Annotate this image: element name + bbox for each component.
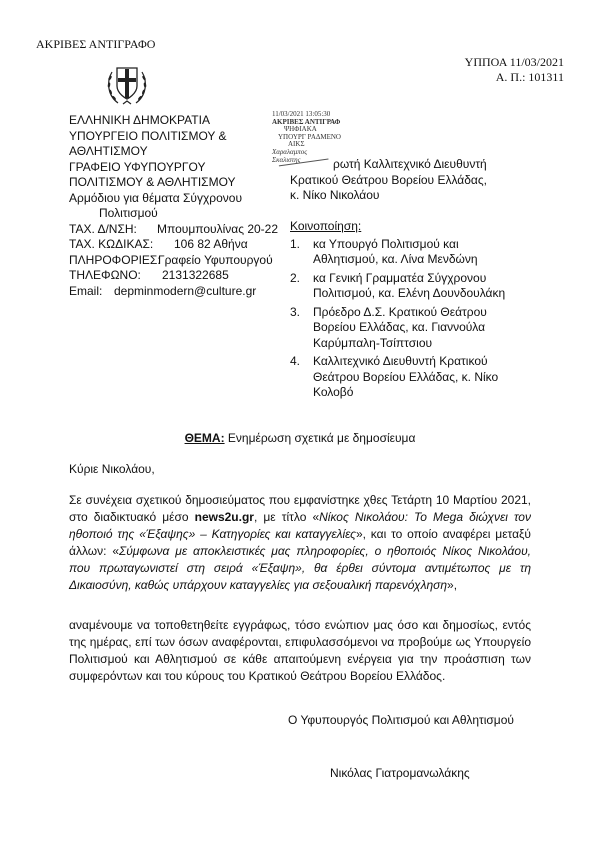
signatory-role: Ο Υφυπουργός Πολιτισμού και Αθλητισμού [288,713,514,727]
address-row [69,222,278,238]
email-row [69,284,278,300]
cc-number: 3. [290,304,301,319]
sender-line: ΑΘΛΗΤΙΣΜΟΥ [69,144,148,158]
paragraph-text: , με τίτλο « [253,510,320,524]
cc-line: Θεάτρου Βορείου Ελλάδας, κ. Νίκο [313,369,499,384]
cc-line: Πρόεδρο Δ.Σ. Κρατικού Θεάτρου [313,304,487,319]
cc-line: κα Υπουργό Πολιτισμού και [313,236,459,251]
sender-line: ΓΡΑΦΕΙΟ ΥΦΥΠΟΥΡΓΟΥ [69,159,206,174]
subject-label: ΘΕΜΑ: [184,431,225,445]
stamp-line: ΨΗΦΙΑΚΑ [284,125,317,134]
phone-label: ΤΗΛΕΦΩΝΟ: [69,268,141,282]
sender-block [69,113,278,299]
sender-line: Πολιτισμού [99,206,158,220]
list-item [290,305,570,352]
cc-line: Πολιτισμού, κα. Ελένη Δουνδουλάκη [313,286,506,300]
zip-value: 106 82 Αθήνα [174,237,248,251]
body-paragraph-1 [69,492,531,594]
protocol-number: Α. Π.: 101311 [495,70,564,84]
greek-coat-of-arms-emblem [104,58,150,108]
stamp-line: 11/03/2021 13:05:30 [272,110,331,118]
cc-line: Βορείου Ελλάδας, κα. Γιαννούλα [313,320,486,334]
sender-line: ΠΟΛΙΤΙΣΜΟΥ & ΑΘΛΗΤΙΣΜΟΥ [69,175,236,189]
cc-number: 2. [290,270,301,285]
phone-value: 2131322685 [162,268,229,282]
paragraph-text: », και το οποίο αναφέρει μεταξύ άλλων: « [69,527,531,558]
sender-line: ΕΛΛΗΝΙΚΗ ΔΗΜΟΚΡΑΤΙΑ [69,113,210,127]
address-label: ΤΑΧ. Δ/ΝΣΗ: [69,221,137,236]
signatory-name: Νικόλας Γιατρομανωλάκης [330,766,470,780]
info-label: ΠΛΗΡΟΦΟΡΙΕΣ: [69,252,161,267]
recipient-line: Κρατικού Θεάτρου Βορείου Ελλάδας, [290,172,487,187]
cc-title: Κοινοποίηση: [290,219,362,233]
list-item [290,271,570,302]
info-row [69,253,278,269]
cc-number: 4. [290,354,301,368]
cc-line: Κολοβό [313,385,354,399]
article-title: Νίκος Νικολάου: Το Mega διώχνει τον ηθοποιό της «Έξαψης» – Κατηγορίες και καταγγελίες [69,510,531,541]
sender-line: Αρμόδιου για θέματα Σύγχρονου [69,190,243,205]
paragraph-text: Σε συνέχεια σχετικού δημοσιεύματος που εμφανίστηκε χθες Τετάρτη 10 Μαρτίου 2021, στο διαδικτυακό μέσο [69,493,531,524]
address-value: Μπουμπουλίνας 20-22 [157,221,279,236]
cc-line: Αθλητισμού, κα. Λίνα Μενδώνη [313,252,478,266]
recipient-line: κ. Νίκο Νικολάου [290,188,380,202]
zip-label: ΤΑΧ. ΚΩΔΙΚΑΣ: [69,237,154,251]
stamp-line: ΥΠΟΥΡΓ ΡΑΔΜΕΝΟ [278,132,341,141]
stamp-line: Σκαλιστης [272,155,301,164]
date-reference: ΥΠΠΟΑ 11/03/2021 [464,55,564,69]
zip-row [69,237,278,253]
greeting: Κύριε Νικολάου, [69,462,155,476]
paragraph-text: », [447,578,458,592]
subject-line [0,431,600,445]
list-item [290,354,570,401]
cc-list [290,237,570,401]
phone-row [69,268,278,284]
cc-line: Καλλιτεχνικό Διευθυντή Κρατικού [313,354,488,368]
news-site: news2u.gr [194,510,254,524]
recipient-line: ρωτή Καλλιτεχνικό Διευθυντή [333,157,487,171]
stamp-line: ΑΙΚΣ [288,140,305,149]
cc-line: Καρύμπαλη-Τσίπτσιου [313,335,433,350]
article-quote: Σύμφωνα με αποκλειστικές μας πληροφορίες, ο ηθοποιός Νίκος Νικολάου, που πρωταγωνιστεί στη σειρά «Έξαψη», θα έρθει σύντομα αντιμέτωπος με τη Δικαιοσύνη, καθώς υπάρχουν καταγγελίες για σεξουαλική παρενόχληση [69,544,532,592]
stamp-line: Χαραλαμπος [272,147,308,156]
info-value: Γραφείο Υφυπουργού [158,252,273,267]
cc-block [290,219,570,404]
list-item [290,237,570,268]
sender-line: ΥΠΟΥΡΓΕΙΟ ΠΟΛΙΤΙΣΜΟΥ & [69,128,227,143]
email-label: Email: [69,283,103,298]
cc-line: κα Γενική Γραμματέα Σύγχρονου [313,270,487,285]
body-paragraph-2: αναμένουμε να τοποθετηθείτε εγγράφως, τόσο ενώπιον μας όσο και δημοσίως, εντός της ημέρας, επί των όσων αναφέρονται, επιφυλασσόμενοι να προβούμε ως Υπουργείο Πολιτισμού και Αθλητισμού σε κάθε απαιτούμενη ενέργεια για την προάσπιση των συμφερόντων και του κύρους του Κρατικού Θεάτρου Βορείου Ελλάδος. [69,618,531,683]
recipient-block [290,157,487,204]
cc-number: 1. [290,236,301,251]
email-value: depminmodern@culture.gr [114,283,257,298]
copy-mark: ΑΚΡΙΒΕΣ ΑΝΤΙΓΡΑΦΟ [36,37,156,51]
stamp-line: ΑΚΡΙΒΕΣ ΑΝΤΙΓΡΑΦ [272,117,341,126]
subject-text: Ενημέρωση σχετικά με δημοσίευμα [224,431,416,445]
